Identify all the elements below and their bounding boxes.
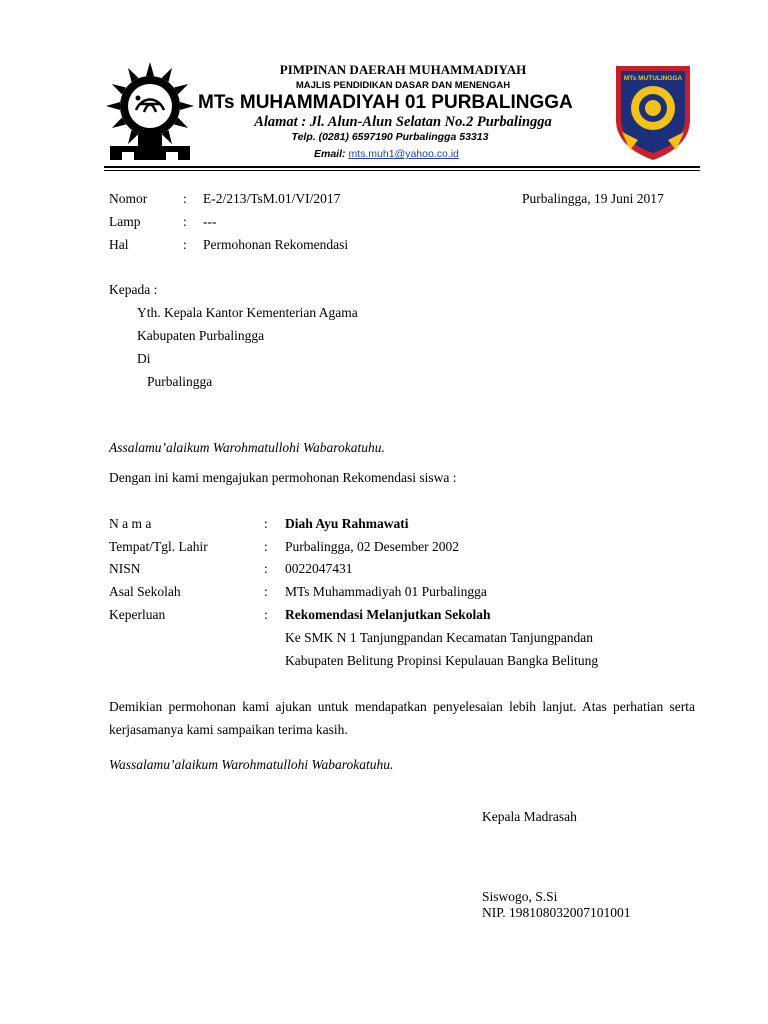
nama-label: N a m a	[109, 516, 152, 531]
kepada-label: Kepada :	[109, 282, 158, 297]
keperluan-value: Rekomendasi Melanjutkan Sekolah	[285, 607, 491, 622]
letterhead-rule-top	[104, 166, 700, 168]
school-address: Alamat : Jl. Alun-Alun Selatan No.2 Purbalingga	[254, 114, 552, 130]
asal-value: MTs Muhammadiyah 01 Purbalingga	[285, 584, 487, 599]
keperluan-line-3: Kabupaten Belitung Propinsi Kepulauan Bangka Belitung	[285, 653, 599, 668]
lamp-label: Lamp	[109, 214, 141, 229]
signature-nip: NIP. 198108032007101001	[482, 905, 631, 920]
org-name: PIMPINAN DAERAH MUHAMMADIYAH	[279, 62, 527, 77]
hal-colon: :	[183, 237, 187, 252]
nama-colon: :	[264, 516, 268, 531]
email-label: Email:	[314, 148, 346, 160]
lamp-value: ---	[203, 214, 217, 229]
email-link[interactable]: mts.muh1@yahoo.co.id	[348, 148, 459, 160]
school-name: MTs MUHAMMADIYAH 01 PURBALINGGA	[198, 92, 573, 113]
recipient-line-2: Kabupaten Purbalingga	[137, 328, 265, 343]
nisn-label: NISN	[109, 561, 141, 576]
nisn-colon: :	[264, 561, 268, 576]
asal-colon: :	[264, 584, 268, 599]
lamp-colon: :	[183, 214, 187, 229]
asal-label: Asal Sekolah	[109, 584, 181, 599]
closing-paragraph: Demikian permohonan kami ajukan untuk mendapatkan penyelesaian lebih lanjut. Atas perhatian serta kerjasamanya kami sampaikan terima kasih.	[109, 699, 695, 737]
opening-salam: Assalamu’alaikum Warohmatullohi Wabarokatuhu.	[109, 440, 385, 455]
closing-salam: Wassalamu’alaikum Warohmatullohi Wabarokatuhu.	[109, 757, 394, 772]
keperluan-colon: :	[264, 607, 268, 622]
nomor-colon: :	[183, 191, 187, 206]
ttl-value: Purbalingga, 02 Desember 2002	[285, 539, 459, 554]
nama-value: Diah Ayu Rahmawati	[285, 516, 409, 531]
hal-value: Permohonan Rekomendasi	[203, 237, 349, 252]
school-email	[314, 148, 459, 160]
recipient-line-4: Purbalingga	[147, 374, 213, 389]
council-name: MAJLIS PENDIDIKAN DASAR DAN MENENGAH	[295, 80, 511, 91]
recipient-line-1: Yth. Kepala Kantor Kementerian Agama	[137, 305, 358, 320]
school-phone: Telp. (0281) 6597190 Purbalingga 53313	[291, 131, 489, 143]
nomor-value: E-2/213/TsM.01/VI/2017	[203, 191, 341, 206]
place-date: Purbalingga, 19 Juni 2017	[522, 191, 664, 206]
ttl-label: Tempat/Tgl. Lahir	[109, 539, 208, 554]
badge-text: MTs MUTULINGGA	[623, 75, 683, 82]
signature-title: Kepala Madrasah	[482, 809, 577, 824]
keperluan-label: Keperluan	[109, 607, 166, 622]
keperluan-line-2: Ke SMK N 1 Tanjungpandan Kecamatan Tanjungpandan	[285, 630, 594, 645]
hal-label: Hal	[109, 237, 129, 252]
intro-text: Dengan ini kami mengajukan permohonan Rekomendasi siswa :	[109, 470, 457, 485]
signature-name: Siswogo, S.Si	[482, 889, 558, 904]
letterhead-rule-bottom	[104, 170, 700, 171]
nisn-value: 0022047431	[285, 561, 353, 576]
ttl-colon: :	[264, 539, 268, 554]
recipient-line-3: Di	[137, 351, 151, 366]
nomor-label: Nomor	[109, 191, 148, 206]
